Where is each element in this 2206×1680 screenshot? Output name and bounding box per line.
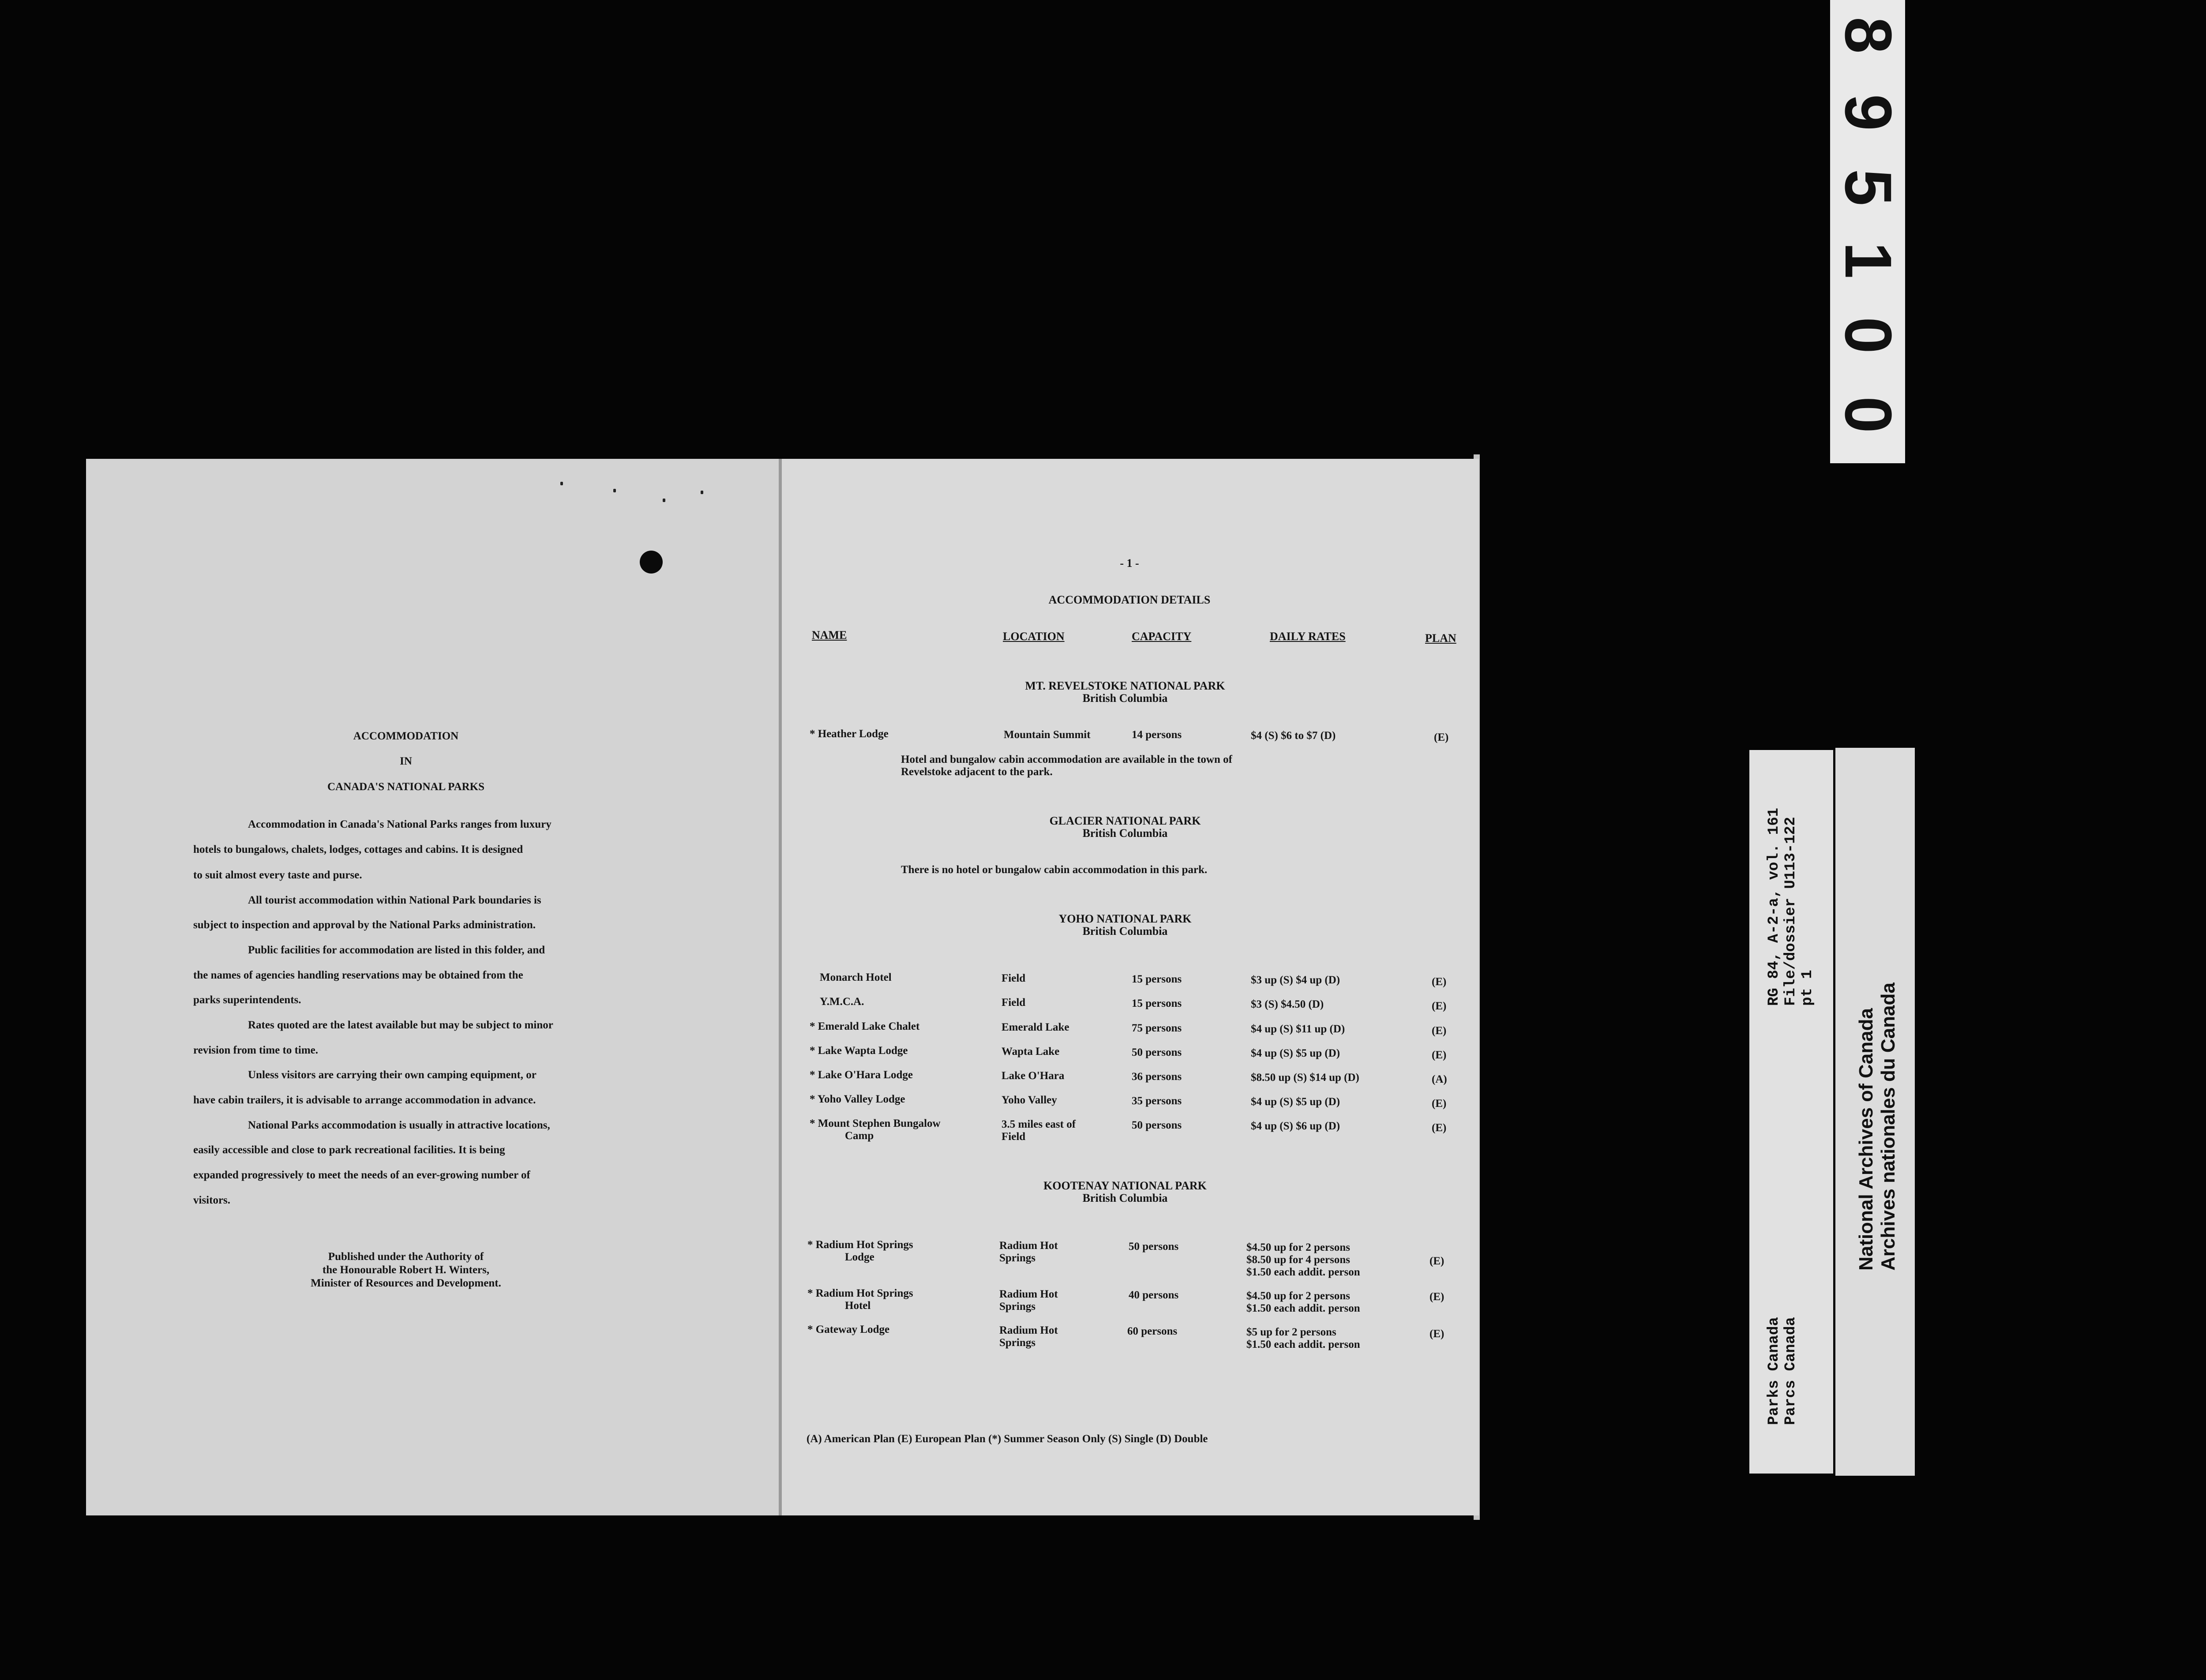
intro-line: to suit almost every taste and purse. bbox=[193, 869, 362, 881]
col-header-plan: PLAN bbox=[1425, 632, 1456, 645]
row-plan: (E) bbox=[1432, 1049, 1447, 1061]
row-name: Monarch Hotel bbox=[820, 971, 892, 983]
row-location: Field bbox=[1002, 997, 1026, 1009]
row-rates: $4.50 up for 2 persons bbox=[1246, 1241, 1350, 1253]
row-name: * Emerald Lake Chalet bbox=[810, 1020, 920, 1032]
row-rates: $4 up (S) $6 up (D) bbox=[1251, 1120, 1340, 1132]
row-capacity: 50 persons bbox=[1132, 1119, 1182, 1131]
row-location-cont: Springs bbox=[999, 1337, 1035, 1349]
row-rates: $5 up for 2 persons bbox=[1246, 1326, 1336, 1338]
park-heading-revelstoke: MT. REVELSTOKE NATIONAL PARK bbox=[1025, 679, 1225, 692]
park-heading-yoho: YOHO NATIONAL PARK bbox=[1058, 912, 1192, 925]
row-name: * Mount Stephen Bungalow bbox=[810, 1118, 941, 1129]
col-header-capacity: CAPACITY bbox=[1132, 630, 1192, 643]
province-kootenay: British Columbia bbox=[1082, 1192, 1168, 1204]
intro-line: hotels to bungalows, chalets, lodges, cottages and cabins. It is designed bbox=[193, 844, 523, 855]
row-rates-cont: $8.50 up for 4 persons bbox=[1246, 1254, 1350, 1266]
row-location: Lake O'Hara bbox=[1002, 1070, 1065, 1082]
intro-line: have cabin trailers, it is advisable to arrange accommodation in advance. bbox=[193, 1094, 536, 1106]
frame-digit: 9 bbox=[1831, 94, 1906, 131]
publisher-line: Minister of Resources and Development. bbox=[311, 1277, 501, 1289]
col-header-name: NAME bbox=[812, 629, 847, 641]
row-name-cont: Lodge bbox=[845, 1251, 874, 1263]
speck bbox=[701, 491, 703, 494]
left-page bbox=[86, 459, 779, 1515]
row-location: Radium Hot bbox=[999, 1240, 1058, 1252]
row-rates: $3 (S) $4.50 (D) bbox=[1251, 998, 1324, 1010]
row-plan: (E) bbox=[1432, 1098, 1447, 1110]
row-plan: (E) bbox=[1432, 976, 1447, 988]
speck bbox=[560, 482, 563, 485]
plan-legend: (A) American Plan (E) European Plan (*) Summer Season Only (S) Single (D) Double bbox=[807, 1433, 1208, 1445]
province-revelstoke: British Columbia bbox=[1082, 692, 1168, 705]
left-title-2: IN bbox=[400, 755, 412, 767]
row-capacity: 75 persons bbox=[1132, 1022, 1182, 1034]
frame-digit: 0 bbox=[1831, 396, 1906, 433]
archives-name-line: Archives nationales du Canada bbox=[1877, 982, 1899, 1271]
agency-line: Parks Canada bbox=[1766, 1317, 1782, 1425]
speck bbox=[613, 489, 616, 492]
row-name: * Heather Lodge bbox=[810, 728, 889, 740]
left-title-3: CANADA'S NATIONAL PARKS bbox=[327, 781, 485, 793]
row-name-cont: Hotel bbox=[845, 1300, 871, 1312]
page-number: - 1 - bbox=[1120, 557, 1139, 570]
row-location: Wapta Lake bbox=[1002, 1046, 1060, 1058]
row-name: * Radium Hot Springs bbox=[807, 1287, 913, 1299]
frame-digit: 8 bbox=[1831, 17, 1906, 54]
right-page bbox=[782, 459, 1479, 1515]
row-plan: (E) bbox=[1432, 1000, 1447, 1012]
publisher-line: Published under the Authority of bbox=[328, 1251, 484, 1263]
left-title-1: ACCOMMODATION bbox=[353, 730, 459, 742]
row-capacity: 15 persons bbox=[1132, 973, 1182, 985]
row-rates: $3 up (S) $4 up (D) bbox=[1251, 974, 1340, 986]
row-rates: $4 up (S) $5 up (D) bbox=[1251, 1047, 1340, 1059]
row-plan: (A) bbox=[1432, 1073, 1447, 1085]
row-rates-cont: $1.50 each addit. person bbox=[1246, 1266, 1360, 1278]
row-plan: (E) bbox=[1429, 1328, 1444, 1340]
col-header-location: LOCATION bbox=[1003, 630, 1065, 643]
speck bbox=[663, 499, 665, 502]
row-rates: $4 (S) $6 to $7 (D) bbox=[1251, 730, 1336, 742]
intro-line: the names of agencies handling reservations may be obtained from the bbox=[193, 969, 523, 981]
row-rates: $8.50 up (S) $14 up (D) bbox=[1251, 1072, 1359, 1084]
intro-line: expanded progressively to meet the needs of an ever-growing number of bbox=[193, 1169, 530, 1181]
park-heading-glacier: GLACIER NATIONAL PARK bbox=[1049, 814, 1201, 827]
row-rates-cont: $1.50 each addit. person bbox=[1246, 1302, 1360, 1314]
row-location: 3.5 miles east of bbox=[1002, 1118, 1076, 1130]
row-plan: (E) bbox=[1429, 1255, 1444, 1267]
row-name: * Lake O'Hara Lodge bbox=[810, 1069, 913, 1081]
row-rates: $4.50 up for 2 persons bbox=[1246, 1290, 1350, 1302]
col-header-rates: DAILY RATES bbox=[1270, 630, 1346, 643]
row-capacity: 35 persons bbox=[1132, 1095, 1182, 1107]
row-rates: $4 up (S) $11 up (D) bbox=[1251, 1023, 1345, 1035]
row-rates: $4 up (S) $5 up (D) bbox=[1251, 1096, 1340, 1108]
revelstoke-note: Revelstoke adjacent to the park. bbox=[901, 766, 1053, 778]
park-heading-kootenay: KOOTENAY NATIONAL PARK bbox=[1043, 1179, 1207, 1192]
province-yoho: British Columbia bbox=[1082, 925, 1168, 938]
row-location: Field bbox=[1002, 972, 1026, 984]
agency-line: Parcs Canada bbox=[1782, 1317, 1799, 1425]
details-heading: ACCOMMODATION DETAILS bbox=[1048, 593, 1211, 606]
frame-digit: 5 bbox=[1831, 169, 1906, 206]
row-location-cont: Springs bbox=[999, 1252, 1035, 1264]
row-name: * Yoho Valley Lodge bbox=[810, 1093, 905, 1105]
archive-ref-line: pt 1 bbox=[1799, 970, 1816, 1006]
intro-line: parks superintendents. bbox=[193, 994, 301, 1006]
row-capacity: 50 persons bbox=[1132, 1046, 1182, 1058]
row-rates-cont: $1.50 each addit. person bbox=[1246, 1339, 1360, 1350]
row-location: Radium Hot bbox=[999, 1288, 1058, 1300]
intro-line: All tourist accommodation within National Park boundaries is bbox=[248, 894, 541, 906]
archives-name-line: National Archives of Canada bbox=[1855, 1008, 1877, 1271]
row-name: * Lake Wapta Lodge bbox=[810, 1045, 908, 1057]
province-glacier: British Columbia bbox=[1082, 827, 1168, 840]
row-name: * Radium Hot Springs bbox=[807, 1239, 913, 1251]
row-plan: (E) bbox=[1432, 1025, 1447, 1037]
row-capacity: 60 persons bbox=[1127, 1325, 1178, 1337]
row-location-cont: Springs bbox=[999, 1301, 1035, 1312]
archive-ref-line: RG 84, A-2-a, vol. 161 bbox=[1766, 808, 1782, 1006]
row-location: Emerald Lake bbox=[1002, 1021, 1069, 1033]
row-plan: (E) bbox=[1432, 1122, 1447, 1134]
intro-line: National Parks accommodation is usually in attractive locations, bbox=[248, 1119, 550, 1131]
glacier-note: There is no hotel or bungalow cabin accommodation in this park. bbox=[901, 864, 1208, 876]
intro-line: revision from time to time. bbox=[193, 1044, 319, 1056]
row-capacity: 50 persons bbox=[1129, 1241, 1179, 1252]
intro-line: Unless visitors are carrying their own camping equipment, or bbox=[248, 1069, 536, 1081]
row-location: Mountain Summit bbox=[1004, 729, 1091, 741]
row-location: Radium Hot bbox=[999, 1324, 1058, 1336]
intro-line: Public facilities for accommodation are listed in this folder, and bbox=[248, 944, 545, 956]
intro-line: easily accessible and close to park recreational facilities. It is being bbox=[193, 1144, 505, 1156]
row-capacity: 40 persons bbox=[1129, 1289, 1179, 1301]
punch-hole-left bbox=[640, 551, 663, 574]
row-location-cont: Field bbox=[1002, 1131, 1026, 1143]
archive-ref-line: File/dossier U113-122 bbox=[1782, 817, 1799, 1006]
row-plan: (E) bbox=[1429, 1291, 1444, 1303]
frame-digit: 1 bbox=[1831, 242, 1906, 279]
frame-digit: 0 bbox=[1831, 317, 1906, 354]
intro-line: Accommodation in Canada's National Parks ranges from luxury bbox=[248, 818, 552, 830]
intro-line: Rates quoted are the latest available but may be subject to minor bbox=[248, 1019, 553, 1031]
row-capacity: 36 persons bbox=[1132, 1071, 1182, 1083]
publisher-line: the Honourable Robert H. Winters, bbox=[322, 1264, 490, 1276]
row-name-cont: Camp bbox=[845, 1130, 874, 1142]
intro-line: subject to inspection and approval by the National Parks administration. bbox=[193, 919, 536, 931]
row-name: Y.M.C.A. bbox=[820, 996, 864, 1008]
row-capacity: 15 persons bbox=[1132, 998, 1182, 1009]
row-name: * Gateway Lodge bbox=[807, 1324, 890, 1335]
row-location: Yoho Valley bbox=[1002, 1094, 1057, 1106]
row-capacity: 14 persons bbox=[1132, 729, 1182, 741]
revelstoke-note: Hotel and bungalow cabin accommodation are available in the town of bbox=[901, 754, 1232, 765]
row-plan: (E) bbox=[1434, 731, 1449, 743]
intro-line: visitors. bbox=[193, 1194, 231, 1206]
